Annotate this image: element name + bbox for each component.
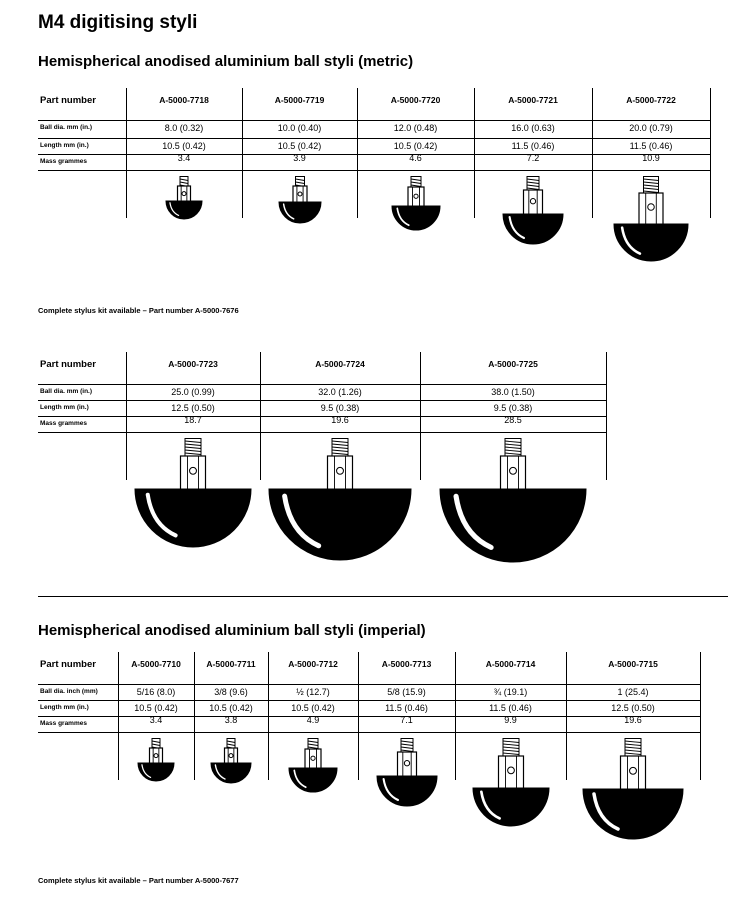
t1-part-number-label: Part number [40,95,96,106]
t1-column-rule [710,88,711,218]
t3-ball-dia-6: 1 (25.4) [617,687,649,697]
t2-mass-1: 18.7 [184,415,202,425]
t1-length-2: 10.5 (0.42) [277,141,322,151]
t3-2-stylus-image [208,738,254,786]
t2-length-3: 9.5 (0.38) [493,403,533,413]
t2-part-number-1: A-5000-7723 [168,359,218,369]
t1-ball-dia-label: Ball dia. mm (in.) [40,124,93,131]
t3-row-rule [38,684,700,685]
t3-length-3: 10.5 (0.42) [291,703,335,713]
t3-part-number-4: A-5000-7713 [381,659,432,669]
t2-mass-label: Mass grammes [40,420,87,427]
t3-column-rule [700,652,701,780]
t1-mass-label: Mass grammes [40,158,87,165]
t2-column-rule [606,352,607,480]
t1-row-rule [38,170,710,171]
t1-part-number-2: A-5000-7719 [274,95,325,105]
t3-ball-dia-label: Ball dia. inch (mm) [40,688,98,695]
t2-ball-dia-2: 32.0 (1.26) [318,387,362,397]
t3-length-1: 10.5 (0.42) [134,703,178,713]
t1-mass-5: 10.9 [642,153,660,163]
t3-5-stylus-image [470,738,552,829]
t2-part-number-2: A-5000-7724 [315,359,365,369]
t3-part-number-5: A-5000-7714 [485,659,536,669]
t2-mass-2: 19.6 [331,415,349,425]
t2-part-number-3: A-5000-7725 [488,359,538,369]
t1-1-stylus-image [163,176,205,222]
page-title: M4 digitising styli [38,12,198,33]
t3-ball-dia-2: 3/8 (9.6) [214,687,248,697]
t1-ball-dia-5: 20.0 (0.79) [629,123,673,133]
t3-ball-dia-1: 5/16 (8.0) [136,687,176,697]
t1-part-number-4: A-5000-7721 [508,95,558,105]
t3-length-label: Length mm (in.) [40,704,89,711]
t1-ball-dia-2: 10.0 (0.40) [277,123,322,133]
t3-row-rule [38,700,700,701]
t2-1-stylus-image [132,438,254,550]
t3-mass-5: 9.9 [504,715,517,725]
t3-part-number-2: A-5000-7711 [206,659,256,669]
t1-ball-dia-1: 8.0 (0.32) [164,123,204,133]
t1-5-stylus-image [611,176,691,264]
imperial-section-title: Hemispherical anodised aluminium ball styli (imperial) [38,622,426,639]
t3-ball-dia-4: 5/8 (15.9) [387,687,426,697]
section-divider [38,596,728,597]
t1-ball-dia-3: 12.0 (0.48) [393,123,438,133]
t3-length-6: 12.5 (0.50) [611,703,655,713]
t3-mass-4: 7.1 [400,715,413,725]
t2-mass-3: 28.5 [504,415,522,425]
t1-part-number-1: A-5000-7718 [159,95,209,105]
t2-length-label: Length mm (in.) [40,404,89,411]
t2-3-stylus-image [437,438,589,565]
t3-length-5: 11.5 (0.46) [489,703,532,713]
t3-part-number-label: Part number [40,659,96,670]
t3-mass-6: 19.6 [624,715,642,725]
t3-3-stylus-image [286,738,340,795]
t2-2-stylus-image [266,438,414,563]
t1-3-stylus-image [389,176,443,233]
t2-ball-dia-1: 25.0 (0.99) [171,387,215,397]
t2-row-rule [38,384,606,385]
t1-length-label: Length mm (in.) [40,142,89,149]
t1-length-3: 10.5 (0.42) [393,141,438,151]
t2-row-rule [38,432,606,433]
t2-length-2: 9.5 (0.38) [320,403,360,413]
t3-part-number-6: A-5000-7715 [608,659,658,669]
t3-mass-2: 3.8 [224,715,238,725]
t1-part-number-5: A-5000-7722 [626,95,676,105]
t1-4-stylus-image [500,176,566,247]
t1-length-4: 11.5 (0.46) [511,141,555,151]
t2-part-number-label: Part number [40,359,96,370]
t1-mass-4: 7.2 [526,153,540,163]
t1-2-stylus-image [276,176,324,226]
t1-row-rule [38,120,710,121]
t3-part-number-3: A-5000-7712 [288,659,338,669]
t1-row-rule [38,138,710,139]
t3-length-4: 11.5 (0.46) [385,703,428,713]
t1-length-5: 11.5 (0.46) [629,141,673,151]
t3-mass-label: Mass grammes [40,720,87,727]
t1-mass-3: 4.6 [409,153,422,163]
t1-mass-1: 3.4 [177,153,191,163]
kit-note-imperial: Complete stylus kit available – Part number A-5000-7677 [38,876,239,885]
t3-part-number-1: A-5000-7710 [131,659,181,669]
t3-mass-1: 3.4 [149,715,163,725]
t2-ball-dia-label: Ball dia. mm (in.) [40,388,93,395]
t3-ball-dia-5: ¾ (19.1) [493,687,528,697]
kit-note-metric: Complete stylus kit available – Part number A-5000-7676 [38,306,239,315]
t3-1-stylus-image [135,738,177,784]
metric-section-title: Hemispherical anodised aluminium ball styli (metric) [38,53,414,70]
t3-4-stylus-image [374,738,440,809]
t1-length-1: 10.5 (0.42) [162,141,206,151]
t1-mass-2: 3.9 [293,153,306,163]
t3-row-rule [38,732,700,733]
t2-ball-dia-3: 38.0 (1.50) [491,387,535,397]
t1-ball-dia-4: 16.0 (0.63) [511,123,555,133]
t3-ball-dia-3: ½ (12.7) [296,687,330,697]
t3-6-stylus-image [580,738,686,842]
t2-length-1: 12.5 (0.50) [171,403,215,413]
t3-mass-3: 4.9 [306,715,320,725]
t3-length-2: 10.5 (0.42) [209,703,253,713]
t1-part-number-3: A-5000-7720 [390,95,441,105]
t2-row-rule [38,400,606,401]
